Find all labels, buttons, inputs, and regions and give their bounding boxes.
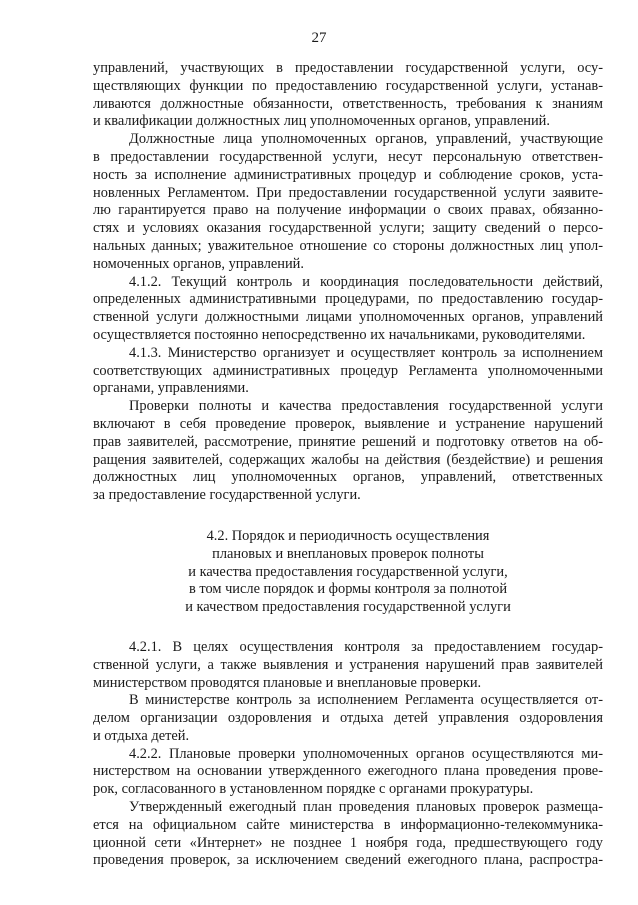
paragraph — [93, 345, 603, 398]
heading-line: плановых и внеплановых проверок полноты — [212, 545, 484, 562]
paragraph — [93, 131, 603, 273]
heading-line: и качества предоставления государственной услуги, — [188, 563, 508, 580]
text-line: управлений, участвующих в предоставлении государственной услуги, осу- — [93, 60, 603, 76]
text-line: 4.1.3. Министерство организует и осуществляет контроль за исполнением — [129, 344, 603, 361]
text-line: за предоставление государственной услуги. — [93, 487, 361, 504]
paragraphs-bottom — [93, 639, 603, 870]
text-line: Утвержденный ежегодный план проведения плановых проверок размеща- — [129, 799, 603, 816]
text-line: прав заявителей, рассмотрение, принятие решений и подготовку ответов на об- — [93, 433, 603, 450]
text-line: определенных административными процедурами, по предоставлению государ- — [93, 291, 603, 308]
paragraph — [93, 60, 603, 131]
text-line: и квалификации должностных лиц уполномоченных органов, управлений. — [93, 113, 550, 130]
paragraph — [93, 692, 603, 745]
text-line: ционной сети «Интернет» не позднее 1 ноября года, предшествующего году — [93, 834, 603, 851]
text-line: соответствующих административных процедур Регламента уполномоченными — [93, 362, 603, 379]
text-line: новленных Регламентом. При предоставлении государственной услуги заявите- — [93, 184, 603, 201]
text-line: и отдыха детей. — [93, 727, 190, 744]
heading-line: в том числе порядок и формы контроля за полнотой — [188, 581, 508, 598]
text-line: ственной услуги, а также выявления и устранения нарушений прав заявителей — [93, 656, 603, 673]
page-number: 27 — [311, 30, 327, 46]
text-line: ществляющих функции по предоставлению государственной услуги, устанав- — [93, 77, 603, 94]
text-line: включают в себя проведение проверок, выявление и устранение нарушений — [93, 415, 603, 432]
text-line: стях и условиях оказания государственной услуги; защиту сведений о персо- — [93, 220, 603, 237]
text-line: органами, управлениями. — [93, 380, 249, 397]
paragraph — [93, 274, 603, 345]
text-line: осуществляется постоянно непосредственно их начальниками, руководителями. — [93, 326, 586, 343]
text-line: ливаются должностные обязанности, ответственность, требования к знаниям — [93, 95, 603, 112]
text-line: ращения заявителей, содержащих жалобы на действия (бездействие) и решения — [93, 451, 603, 468]
text-line: ется на официальном сайте министерства в информационно-телекоммуника- — [93, 816, 603, 833]
paragraph — [93, 398, 603, 505]
paragraph — [93, 799, 603, 870]
text-line: 4.2.1. В целях осуществления контроля за предоставлением государ- — [129, 638, 603, 655]
paragraph — [93, 639, 603, 692]
text-line: рок, согласованного в установленном порядке с органами прокуратуры. — [93, 781, 534, 798]
text-line: министерством проводятся плановые и внеплановые проверки. — [93, 674, 482, 691]
text-line: лю гарантируется право на получение информации о своих правах, обязанно- — [93, 202, 603, 219]
text-line: номоченных органов, управлений. — [93, 255, 304, 272]
section-heading — [93, 528, 603, 617]
text-line: 4.2.2. Плановые проверки уполномоченных органов осуществляются ми- — [129, 745, 603, 762]
text-line: Проверки полноты и качества предоставления государственной услуги — [129, 398, 603, 415]
text-line: 4.1.2. Текущий контроль и координация последовательности действий, — [129, 273, 603, 290]
text-line: нистерством на основании утвержденного ежегодного плана проведения прове- — [93, 763, 603, 780]
text-line: нальных данных; уважительное отношение со стороны должностных лиц упол- — [93, 237, 603, 254]
paragraph — [93, 746, 603, 799]
text-line: ность за исполнение административных процедур и соблюдение сроков, уста- — [93, 166, 603, 183]
heading-line: 4.2. Порядок и периодичность осуществления — [206, 527, 490, 544]
paragraphs-top — [93, 60, 603, 505]
document-body — [93, 60, 603, 870]
text-line: должностных лиц уполномоченных органов, управлений, ответственных — [93, 469, 603, 486]
text-line: Должностные лица уполномоченных органов, управлений, участвующие — [129, 131, 603, 148]
text-line: В министерстве контроль за исполнением Регламента осуществляется от- — [129, 692, 603, 709]
text-line: ственной услуги должностными лицами уполномоченных органов, управлений — [93, 309, 603, 326]
text-line: проведения проверок, за исключением сведений ежегодного плана, распростра- — [93, 852, 603, 869]
text-line: делом организации оздоровления и отдыха детей управления оздоровления — [93, 710, 603, 727]
text-line: в предоставлении государственной услуги, несут персональную ответствен- — [93, 148, 603, 165]
heading-line: и качеством предоставления государственной услуги — [185, 599, 511, 616]
